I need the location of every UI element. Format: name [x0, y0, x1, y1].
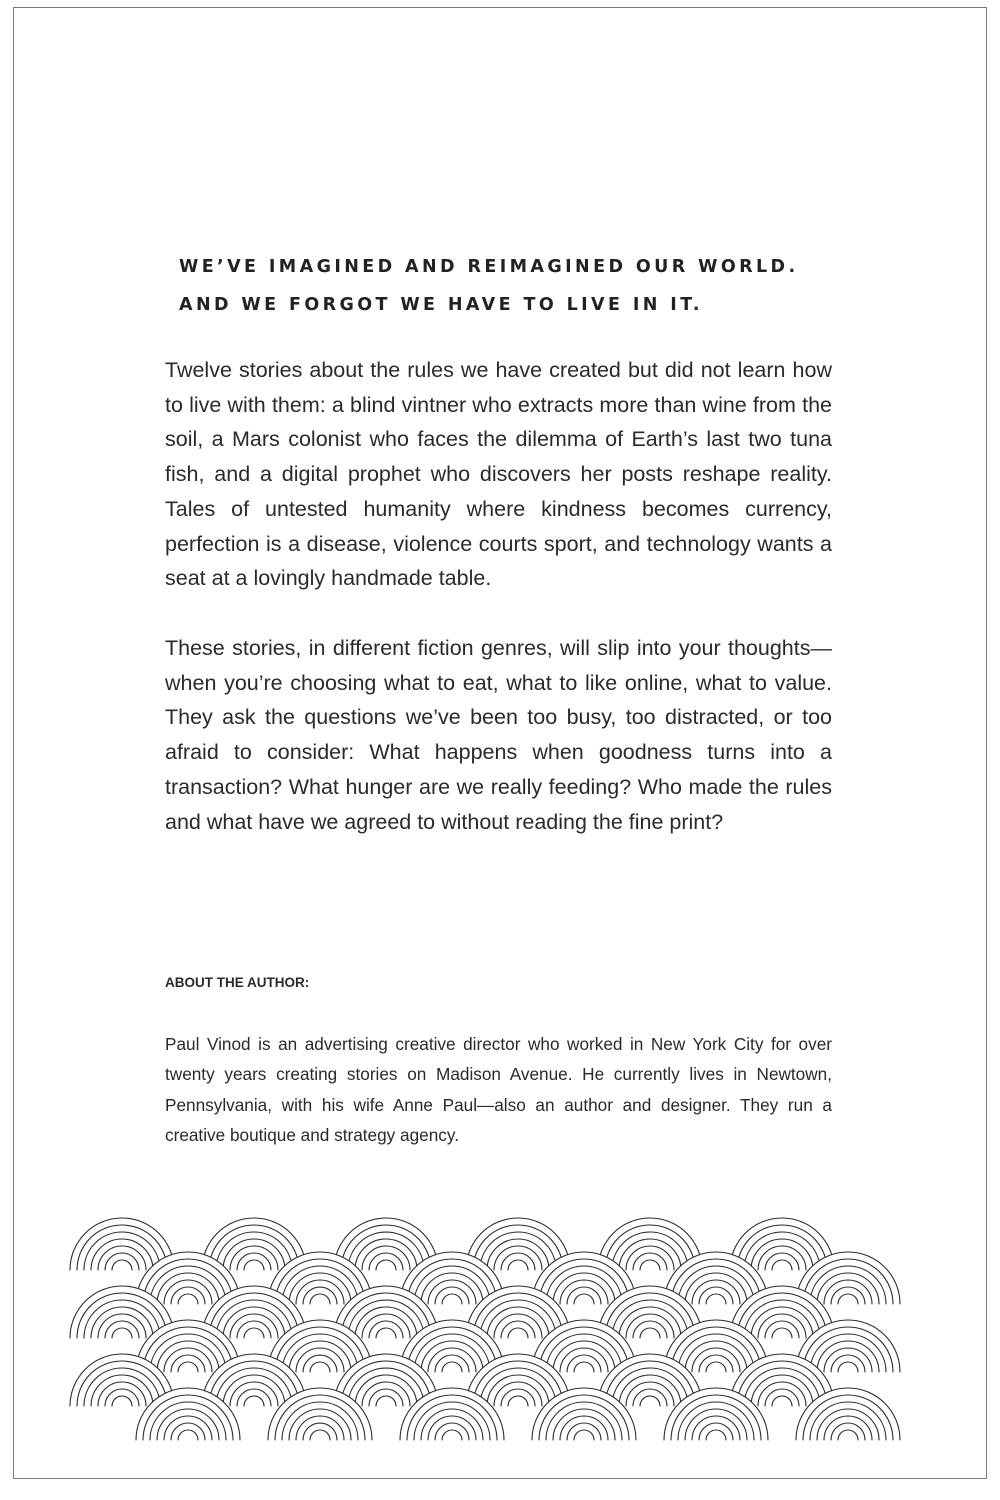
headline [179, 248, 879, 324]
blurb-paragraph-1: Twelve stories about the rules we have created but did not learn how to live with them: a blind vintner who extracts more than wine from the soil, a Mars colonist who faces the dilemma of Earth’s last two tuna fish, and a digital prophet who discovers her posts reshape reality. Tales of untested humanity where kindness becomes currency, perfection is a disease, violence courts sport, and technology wants a seat at a lovingly handmade table. [165, 358, 832, 591]
scalloped-wave-pattern-icon [60, 1205, 940, 1460]
headline-line-1: WE’VE IMAGINED AND REIMAGINED OUR WORLD. [179, 257, 799, 277]
headline-line-2: AND WE FORGOT WE HAVE TO LIVE IN IT. [179, 295, 703, 315]
blurb-paragraph-2: These stories, in different fiction genres, will slip into your thoughts— when you’re choosing what to eat, what to like online, what to value. They ask the questions we’ve been too busy, too distracted, or too afraid to consider: What happens when goodness turns into a transaction? What hunger are we really feeding? Who made the rules and what have we agreed to without reading the fine print? [165, 636, 832, 834]
about-author-bio: Paul Vinod is an advertising creative director who worked in New York City for over twenty years creating stories on Madison Avenue. He currently lives in Newtown, Pennsylvania, with his wife Anne Paul—also an author and designer. They run a creative boutique and strategy agency. [165, 1034, 832, 1145]
about-author-heading: ABOUT THE AUTHOR: [165, 975, 310, 990]
